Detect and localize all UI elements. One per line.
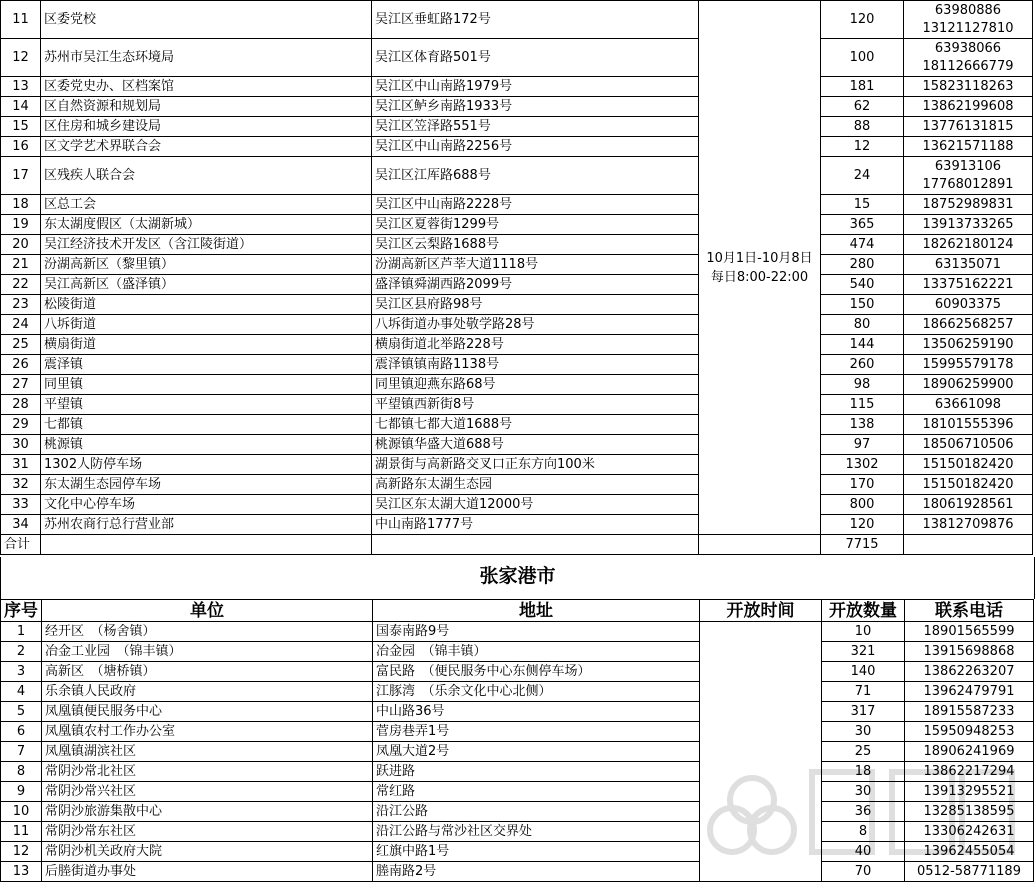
row-phone xyxy=(904,455,1033,475)
table-row xyxy=(1,515,1033,535)
row-no: 9 xyxy=(1,782,42,802)
phone-primary: 15823118263 xyxy=(922,78,1014,94)
phone-primary: 63135071 xyxy=(934,256,1002,272)
row-count: 120 xyxy=(821,1,904,39)
row-no: 6 xyxy=(1,722,42,742)
header-open-time: 开放时间 xyxy=(700,600,822,622)
row-unit: 松陵街道 xyxy=(41,295,372,315)
row-count: 18 xyxy=(822,762,905,782)
row-unit: 常阴沙常东社区 xyxy=(42,822,373,842)
open-time-line1: 10月1日-10月8日 xyxy=(706,250,813,266)
row-address: 吴江区中山南路2228号 xyxy=(372,195,699,215)
row-count: 12 xyxy=(821,137,904,157)
row-unit: 凤凰镇农村工作办公室 xyxy=(42,722,373,742)
row-phone: 15950948253 xyxy=(905,722,1034,742)
row-count: 321 xyxy=(822,642,905,662)
row-count: 474 xyxy=(821,235,904,255)
table-row xyxy=(1,97,1033,117)
row-address: 桃源镇华盛大道688号 xyxy=(372,435,699,455)
row-no: 13 xyxy=(1,77,41,97)
open-time-line2: 每日8:00-22:00 xyxy=(710,269,809,285)
row-count: 80 xyxy=(821,315,904,335)
table-row xyxy=(1,662,1034,682)
row-count: 150 xyxy=(821,295,904,315)
total-label: 合计 xyxy=(1,535,41,555)
total-empty-time xyxy=(699,535,821,555)
row-count: 40 xyxy=(822,842,905,862)
table-row xyxy=(1,822,1034,842)
row-unit: 同里镇 xyxy=(41,375,372,395)
row-no: 12 xyxy=(1,842,42,862)
table-row xyxy=(1,395,1033,415)
phone-primary: 13776131815 xyxy=(922,118,1014,134)
row-count: 10 xyxy=(822,622,905,642)
row-unit: 东太湖生态园停车场 xyxy=(41,475,372,495)
table-row xyxy=(1,802,1034,822)
table-row xyxy=(1,375,1033,395)
header-row xyxy=(1,600,1034,622)
phone-primary: 13812709876 xyxy=(922,516,1014,532)
table-row xyxy=(1,255,1033,275)
row-address: 冶金园 （锦丰镇） xyxy=(373,642,700,662)
row-count: 25 xyxy=(822,742,905,762)
row-count: 144 xyxy=(821,335,904,355)
phone-primary: 13621571188 xyxy=(922,138,1014,154)
row-count: 8 xyxy=(822,822,905,842)
row-no: 14 xyxy=(1,97,41,117)
row-no: 25 xyxy=(1,335,41,355)
row-no: 26 xyxy=(1,355,41,375)
phone-primary: 18906259900 xyxy=(922,376,1014,392)
row-unit: 凤凰镇湖滨社区 xyxy=(42,742,373,762)
row-address: 跃进路 xyxy=(373,762,700,782)
phone-primary: 13375162221 xyxy=(922,276,1014,292)
table-row xyxy=(1,475,1033,495)
row-count: 70 xyxy=(822,862,905,882)
row-count: 540 xyxy=(821,275,904,295)
row-phone: 13306242631 xyxy=(905,822,1034,842)
table-row xyxy=(1,702,1034,722)
row-no: 30 xyxy=(1,435,41,455)
row-phone xyxy=(904,495,1033,515)
table-row xyxy=(1,722,1034,742)
total-count: 7715 xyxy=(821,535,904,555)
row-phone xyxy=(904,275,1033,295)
phone-primary: 63913106 xyxy=(934,158,1002,174)
row-phone: 13913295521 xyxy=(905,782,1034,802)
row-phone xyxy=(904,435,1033,455)
row-no: 7 xyxy=(1,742,42,762)
row-address: 江豚湾 （乐余文化中心北侧） xyxy=(373,682,700,702)
table-row xyxy=(1,39,1033,77)
row-unit: 经开区 （杨舍镇） xyxy=(42,622,373,642)
row-phone xyxy=(904,77,1033,97)
row-count: 170 xyxy=(821,475,904,495)
row-phone xyxy=(904,39,1033,77)
total-empty-unit xyxy=(41,535,372,555)
row-phone: 13862217294 xyxy=(905,762,1034,782)
phone-secondary: 18112666779 xyxy=(922,58,1014,74)
row-no: 29 xyxy=(1,415,41,435)
row-phone xyxy=(904,117,1033,137)
row-address: 富民路 （便民服务中心东侧停车场） xyxy=(373,662,700,682)
row-phone: 13862263207 xyxy=(905,662,1034,682)
row-phone xyxy=(904,195,1033,215)
table-row xyxy=(1,842,1034,862)
row-phone: 13915698868 xyxy=(905,642,1034,662)
row-no: 24 xyxy=(1,315,41,335)
phone-primary: 18752989831 xyxy=(922,196,1014,212)
row-phone: 18906241969 xyxy=(905,742,1034,762)
phone-primary: 18506710506 xyxy=(922,436,1014,452)
table-row xyxy=(1,415,1033,435)
row-address: 横扇街道北举路228号 xyxy=(372,335,699,355)
table-row xyxy=(1,275,1033,295)
header-address: 地址 xyxy=(373,600,700,622)
row-address: 七都镇七都大道1688号 xyxy=(372,415,699,435)
row-unit: 后塍街道办事处 xyxy=(42,862,373,882)
row-count: 365 xyxy=(821,215,904,235)
row-count: 1302 xyxy=(821,455,904,475)
table-row xyxy=(1,117,1033,137)
row-no: 23 xyxy=(1,295,41,315)
row-unit: 常阴沙机关政府大院 xyxy=(42,842,373,862)
header-unit: 单位 xyxy=(42,600,373,622)
row-no: 2 xyxy=(1,642,42,662)
table-row xyxy=(1,215,1033,235)
row-unit: 凤凰镇便民服务中心 xyxy=(42,702,373,722)
table-row xyxy=(1,137,1033,157)
row-phone xyxy=(904,97,1033,117)
row-phone: 13962455054 xyxy=(905,842,1034,862)
row-address: 吴江区中山南路2256号 xyxy=(372,137,699,157)
row-address: 吴江区笠泽路551号 xyxy=(372,117,699,137)
row-phone xyxy=(904,475,1033,495)
row-unit: 七都镇 xyxy=(41,415,372,435)
row-phone xyxy=(904,415,1033,435)
row-no: 18 xyxy=(1,195,41,215)
row-no: 19 xyxy=(1,215,41,235)
row-address: 吴江区中山南路1979号 xyxy=(372,77,699,97)
table-row xyxy=(1,315,1033,335)
phone-primary: 18101555396 xyxy=(922,416,1014,432)
row-phone: 0512-58771189 xyxy=(905,862,1034,882)
row-no: 16 xyxy=(1,137,41,157)
total-empty-phone xyxy=(904,535,1033,555)
row-phone xyxy=(904,235,1033,255)
phone-primary: 13506259190 xyxy=(922,336,1014,352)
row-count: 24 xyxy=(821,157,904,195)
row-no: 34 xyxy=(1,515,41,535)
row-count: 15 xyxy=(821,195,904,215)
row-no: 22 xyxy=(1,275,41,295)
row-unit: 桃源镇 xyxy=(41,435,372,455)
row-count: 181 xyxy=(821,77,904,97)
row-address: 吴江区东太湖大道12000号 xyxy=(372,495,699,515)
row-count: 138 xyxy=(821,415,904,435)
row-count: 36 xyxy=(822,802,905,822)
table-row xyxy=(1,782,1034,802)
phone-primary: 18662568257 xyxy=(922,316,1014,332)
phone-primary: 63980886 xyxy=(934,2,1002,18)
row-address: 国泰南路9号 xyxy=(373,622,700,642)
row-no: 11 xyxy=(1,1,41,39)
row-phone xyxy=(904,355,1033,375)
row-address: 凤凰大道2号 xyxy=(373,742,700,762)
row-no: 4 xyxy=(1,682,42,702)
row-phone xyxy=(904,1,1033,39)
row-unit: 吴江经济技术开发区（含江陵街道） xyxy=(41,235,372,255)
row-address: 沿江公路与常沙社区交界处 xyxy=(373,822,700,842)
row-address: 高新路东太湖生态园 xyxy=(372,475,699,495)
row-unit: 文化中心停车场 xyxy=(41,495,372,515)
phone-primary: 63938066 xyxy=(934,40,1002,56)
table-row xyxy=(1,495,1033,515)
row-address: 常红路 xyxy=(373,782,700,802)
phone-primary: 15995579178 xyxy=(922,356,1014,372)
row-phone xyxy=(904,215,1033,235)
row-count: 260 xyxy=(821,355,904,375)
row-count: 115 xyxy=(821,395,904,415)
row-phone xyxy=(904,515,1033,535)
row-phone xyxy=(904,137,1033,157)
row-address: 红旗中路1号 xyxy=(373,842,700,862)
open-time-cell xyxy=(699,1,821,535)
row-unit: 常阴沙常兴社区 xyxy=(42,782,373,802)
row-unit: 区总工会 xyxy=(41,195,372,215)
phone-secondary: 17768012891 xyxy=(922,176,1014,192)
row-phone: 13962479791 xyxy=(905,682,1034,702)
row-unit: 八坼街道 xyxy=(41,315,372,335)
row-address: 盛泽镇舜湖西路2099号 xyxy=(372,275,699,295)
table-row xyxy=(1,235,1033,255)
table-row xyxy=(1,762,1034,782)
row-address: 湖景街与高新路交叉口正东方向100米 xyxy=(372,455,699,475)
row-count: 280 xyxy=(821,255,904,275)
phone-primary: 15150182420 xyxy=(922,456,1014,472)
row-count: 30 xyxy=(822,722,905,742)
row-address: 汾湖高新区芦莘大道1118号 xyxy=(372,255,699,275)
table-row xyxy=(1,335,1033,355)
row-unit: 常阴沙常北社区 xyxy=(42,762,373,782)
row-count: 71 xyxy=(822,682,905,702)
row-unit: 横扇街道 xyxy=(41,335,372,355)
table-row xyxy=(1,1,1033,39)
row-no: 28 xyxy=(1,395,41,415)
city-heading: 张家港市 xyxy=(479,565,556,587)
row-unit: 苏州农商行总行营业部 xyxy=(41,515,372,535)
table-row xyxy=(1,355,1033,375)
row-address: 吴江区云梨路1688号 xyxy=(372,235,699,255)
phone-secondary: 13121127810 xyxy=(922,20,1014,36)
header-no: 序号 xyxy=(1,600,42,622)
row-no: 11 xyxy=(1,822,42,842)
row-phone xyxy=(904,295,1033,315)
row-count: 800 xyxy=(821,495,904,515)
table-row xyxy=(1,435,1033,455)
table-row xyxy=(1,455,1033,475)
row-no: 3 xyxy=(1,662,42,682)
row-address: 八坼街道办事处敬学路28号 xyxy=(372,315,699,335)
row-no: 33 xyxy=(1,495,41,515)
row-count: 88 xyxy=(821,117,904,137)
row-address: 吴江区垂虹路172号 xyxy=(372,1,699,39)
row-address: 中山路36号 xyxy=(373,702,700,722)
row-count: 120 xyxy=(821,515,904,535)
row-address: 吴江区体育路501号 xyxy=(372,39,699,77)
table-row xyxy=(1,622,1034,642)
row-no: 21 xyxy=(1,255,41,275)
row-phone xyxy=(904,315,1033,335)
phone-primary: 18262180124 xyxy=(922,236,1014,252)
row-unit: 乐余镇人民政府 xyxy=(42,682,373,702)
zhangjiagang-table xyxy=(0,599,1034,882)
row-no: 5 xyxy=(1,702,42,722)
row-unit: 苏州市吴江生态环境局 xyxy=(41,39,372,77)
row-address: 吴江区夏蓉街1299号 xyxy=(372,215,699,235)
row-phone xyxy=(904,375,1033,395)
row-no: 32 xyxy=(1,475,41,495)
row-count: 30 xyxy=(822,782,905,802)
row-unit: 区委党史办、区档案馆 xyxy=(41,77,372,97)
row-no: 15 xyxy=(1,117,41,137)
row-count: 62 xyxy=(821,97,904,117)
row-unit: 平望镇 xyxy=(41,395,372,415)
row-count: 98 xyxy=(821,375,904,395)
row-count: 317 xyxy=(822,702,905,722)
row-address: 平望镇西新街8号 xyxy=(372,395,699,415)
row-unit: 区住房和城乡建设局 xyxy=(41,117,372,137)
table-row xyxy=(1,195,1033,215)
row-unit: 常阴沙旅游集散中心 xyxy=(42,802,373,822)
row-no: 13 xyxy=(1,862,42,882)
row-unit: 区委党校 xyxy=(41,1,372,39)
header-open-count: 开放数量 xyxy=(822,600,905,622)
table-row xyxy=(1,77,1033,97)
row-phone xyxy=(904,157,1033,195)
row-count: 97 xyxy=(821,435,904,455)
row-no: 20 xyxy=(1,235,41,255)
row-phone xyxy=(904,395,1033,415)
row-phone: 13285138595 xyxy=(905,802,1034,822)
row-no: 27 xyxy=(1,375,41,395)
row-address: 吴江区鲈乡南路1933号 xyxy=(372,97,699,117)
row-no: 17 xyxy=(1,157,41,195)
row-no: 31 xyxy=(1,455,41,475)
row-address: 沿江公路 xyxy=(373,802,700,822)
phone-primary: 60903375 xyxy=(934,296,1002,312)
row-unit: 东太湖度假区（太湖新城） xyxy=(41,215,372,235)
header-phone: 联系电话 xyxy=(905,600,1034,622)
row-unit: 1302人防停车场 xyxy=(41,455,372,475)
table-row xyxy=(1,682,1034,702)
table-row xyxy=(1,157,1033,195)
table-row xyxy=(1,742,1034,762)
row-unit: 区自然资源和规划局 xyxy=(41,97,372,117)
row-phone: 18901565599 xyxy=(905,622,1034,642)
row-no: 1 xyxy=(1,622,42,642)
row-count: 100 xyxy=(821,39,904,77)
row-unit: 冶金工业园 （锦丰镇） xyxy=(42,642,373,662)
row-unit: 震泽镇 xyxy=(41,355,372,375)
phone-primary: 63661098 xyxy=(934,396,1002,412)
row-phone: 18915587233 xyxy=(905,702,1034,722)
table-row xyxy=(1,862,1034,882)
row-address: 震泽镇镇南路1138号 xyxy=(372,355,699,375)
row-unit: 汾湖高新区（黎里镇） xyxy=(41,255,372,275)
open-time-cell xyxy=(700,622,822,882)
phone-primary: 13913733265 xyxy=(922,216,1014,232)
row-unit: 吴江高新区（盛泽镇） xyxy=(41,275,372,295)
phone-primary: 18061928561 xyxy=(922,496,1014,512)
row-address: 中山南路1777号 xyxy=(372,515,699,535)
row-address: 塍南路2号 xyxy=(373,862,700,882)
total-row xyxy=(1,535,1033,555)
row-no: 8 xyxy=(1,762,42,782)
row-count: 140 xyxy=(822,662,905,682)
row-phone xyxy=(904,335,1033,355)
table-row xyxy=(1,642,1034,662)
row-no: 10 xyxy=(1,802,42,822)
row-no: 12 xyxy=(1,39,41,77)
table-row xyxy=(1,295,1033,315)
phone-primary: 15150182420 xyxy=(922,476,1014,492)
row-address: 吴江区江厍路688号 xyxy=(372,157,699,195)
row-unit: 高新区 （塘桥镇） xyxy=(42,662,373,682)
row-unit: 区文学艺术界联合会 xyxy=(41,137,372,157)
row-unit: 区残疾人联合会 xyxy=(41,157,372,195)
row-address: 吴江区县府路98号 xyxy=(372,295,699,315)
row-address: 菅房巷弄1号 xyxy=(373,722,700,742)
row-address: 同里镇迎燕东路68号 xyxy=(372,375,699,395)
row-phone xyxy=(904,255,1033,275)
phone-primary: 13862199608 xyxy=(922,98,1014,114)
total-empty-address xyxy=(372,535,699,555)
